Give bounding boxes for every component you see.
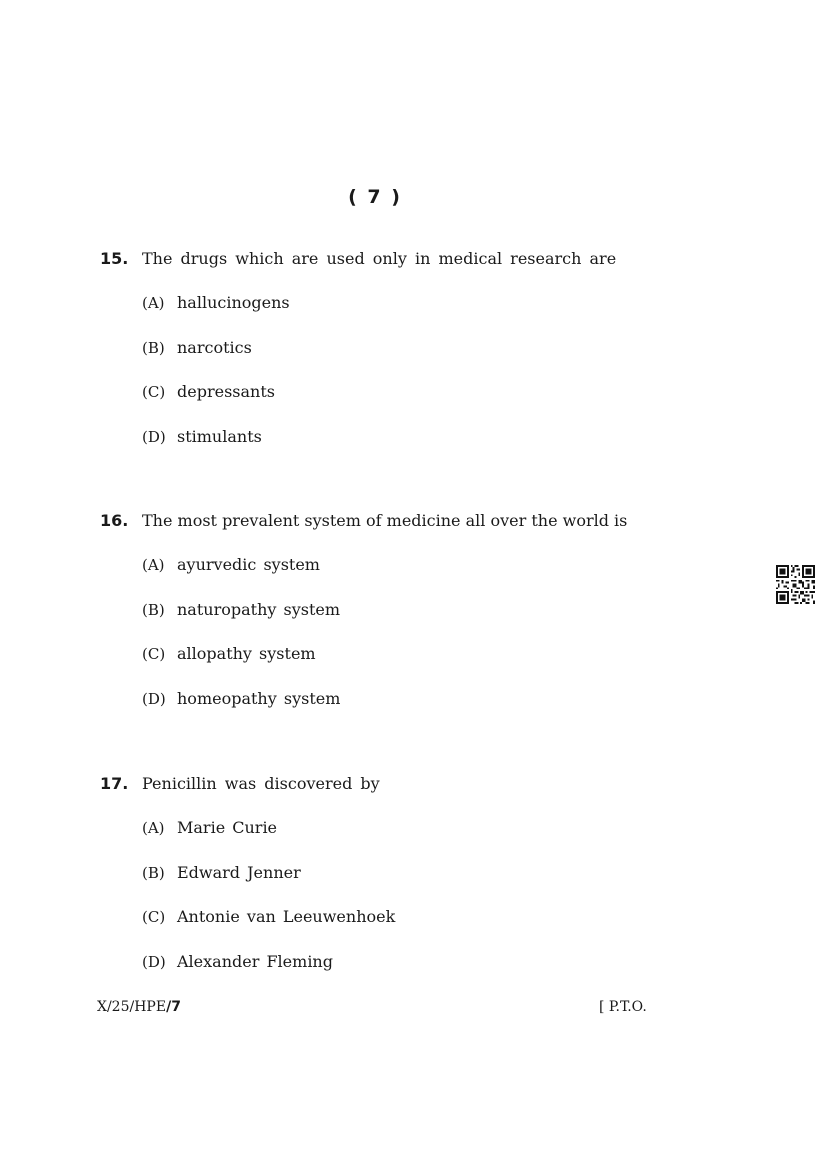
option-text: homeopathy system [177,689,341,709]
options-list [142,292,660,448]
option-text: naturopathy system [177,599,341,619]
option-text: Antonie van Leeuwenhoek [177,907,396,927]
option-d [142,951,660,973]
option-text: Marie Curie [177,818,278,837]
option-b [142,337,660,359]
question-16 [100,510,660,733]
question-stem [100,773,660,795]
question-text: The most prevalent system of medicine all over the world is [142,511,628,530]
option-text: narcotics [177,337,252,357]
option-letter: (D) [142,690,166,709]
option-text: allopathy system [177,644,316,664]
option-letter: (A) [142,819,165,837]
option-letter: (C) [142,383,166,402]
qr-code-icon [776,565,815,604]
option-letter: (B) [142,600,165,619]
question-number: 17. [100,774,129,793]
option-text: depressants [177,382,275,402]
option-letter: (B) [142,863,165,882]
option-d [142,426,660,448]
paper-code [97,999,181,1015]
option-c [142,906,660,928]
option-a [142,554,660,576]
option-letter: (B) [142,338,165,357]
option-a [142,817,660,839]
question-stem [100,510,660,532]
option-letter: (A) [142,294,165,312]
page-number: ( 7 ) [348,186,402,208]
option-text: Alexander Fleming [177,952,333,972]
question-17 [100,773,660,996]
option-a [142,292,660,314]
option-text: ayurvedic system [177,555,320,574]
options-list [142,817,660,973]
paper-code-prefix: X/25/HPE [97,999,167,1015]
options-list [142,554,660,710]
option-b [142,862,660,884]
option-letter: (A) [142,556,165,574]
option-text: stimulants [177,427,262,447]
question-number: 15. [100,249,129,268]
question-text: Penicillin was discovered by [142,774,380,793]
question-text: The drugs which are used only in medical research are [142,249,617,268]
option-letter: (C) [142,645,166,664]
option-letter: (D) [142,953,166,972]
question-stem [100,248,660,270]
option-c [142,643,660,665]
question-number: 16. [100,511,129,530]
option-d [142,688,660,710]
question-15 [100,248,660,471]
paper-code-page: /7 [166,999,181,1015]
option-text: hallucinogens [177,293,290,312]
option-letter: (D) [142,428,166,447]
option-letter: (C) [142,908,166,927]
option-b [142,599,660,621]
pto-label: [ P.T.O. [599,999,647,1015]
option-c [142,381,660,403]
option-text: Edward Jenner [177,862,301,882]
